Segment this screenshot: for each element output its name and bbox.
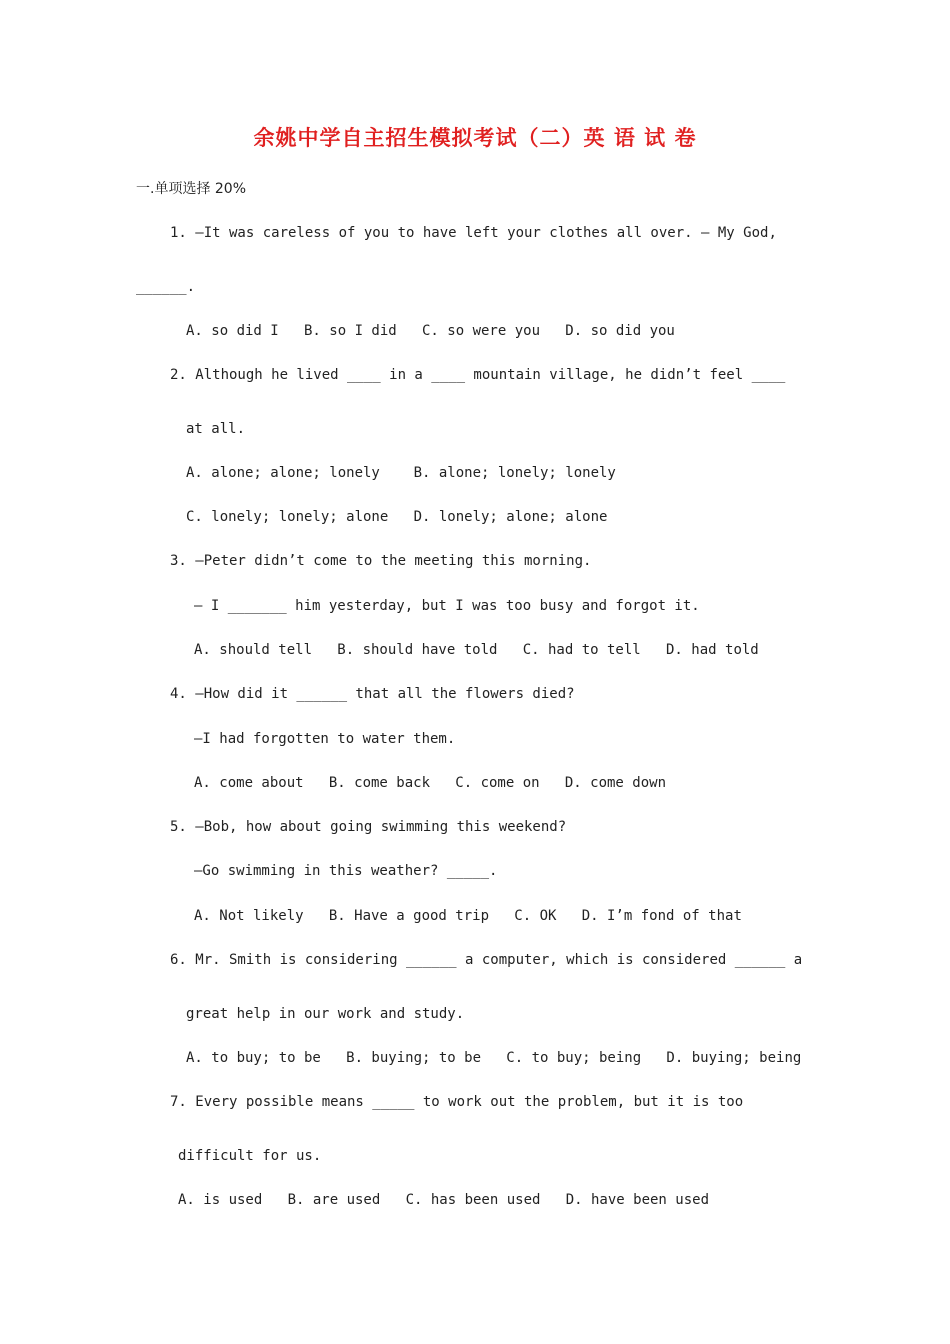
exam-title: 余姚中学自主招生模拟考试（二）英 语 试 卷	[253, 126, 697, 150]
question-2-stem-continued: at all.	[186, 421, 246, 437]
question-3-options: A. should tell B. should have told C. had to tell D. had told	[194, 642, 759, 658]
question-2-options-ab: A. alone; alone; lonely B. alone; lonely; lonely	[186, 465, 616, 481]
question-6-stem: 6. Mr. Smith is considering ______ a computer, which is considered ______ a	[170, 952, 803, 968]
question-1-stem: 1. —It was careless of you to have left your clothes all over. — My God,	[170, 225, 777, 241]
question-4-reply: —I had forgotten to water them.	[194, 731, 456, 747]
question-3-reply: — I _______ him yesterday, but I was too busy and forgot it.	[194, 598, 700, 614]
question-2-stem: 2. Although he lived ____ in a ____ mountain village, he didn’t feel ____	[170, 367, 786, 383]
question-4-stem: 4. —How did it ______ that all the flowers died?	[170, 686, 575, 702]
question-2-options-cd: C. lonely; lonely; alone D. lonely; alone; alone	[186, 509, 608, 525]
question-1-blank: ______.	[136, 279, 196, 295]
section-heading: 一.单项选择 20%	[136, 181, 247, 197]
question-7-options: A. is used B. are used C. has been used D. have been used	[178, 1192, 710, 1208]
question-6-stem-continued: great help in our work and study.	[186, 1006, 465, 1022]
question-7-stem-continued: difficult for us.	[178, 1148, 322, 1164]
question-1-options: A. so did I B. so I did C. so were you D. so did you	[186, 323, 675, 339]
question-4-options: A. come about B. come back C. come on D. come down	[194, 775, 667, 791]
question-6-options: A. to buy; to be B. buying; to be C. to buy; being D. buying; being	[186, 1050, 802, 1066]
question-5-stem: 5. —Bob, how about going swimming this weekend?	[170, 819, 567, 835]
question-5-reply: —Go swimming in this weather? _____.	[194, 863, 498, 879]
question-5-options: A. Not likely B. Have a good trip C. OK D. I’m fond of that	[194, 908, 742, 924]
question-3-stem: 3. —Peter didn’t come to the meeting this morning.	[170, 553, 592, 569]
question-7-stem: 7. Every possible means _____ to work out the problem, but it is too	[170, 1094, 744, 1110]
